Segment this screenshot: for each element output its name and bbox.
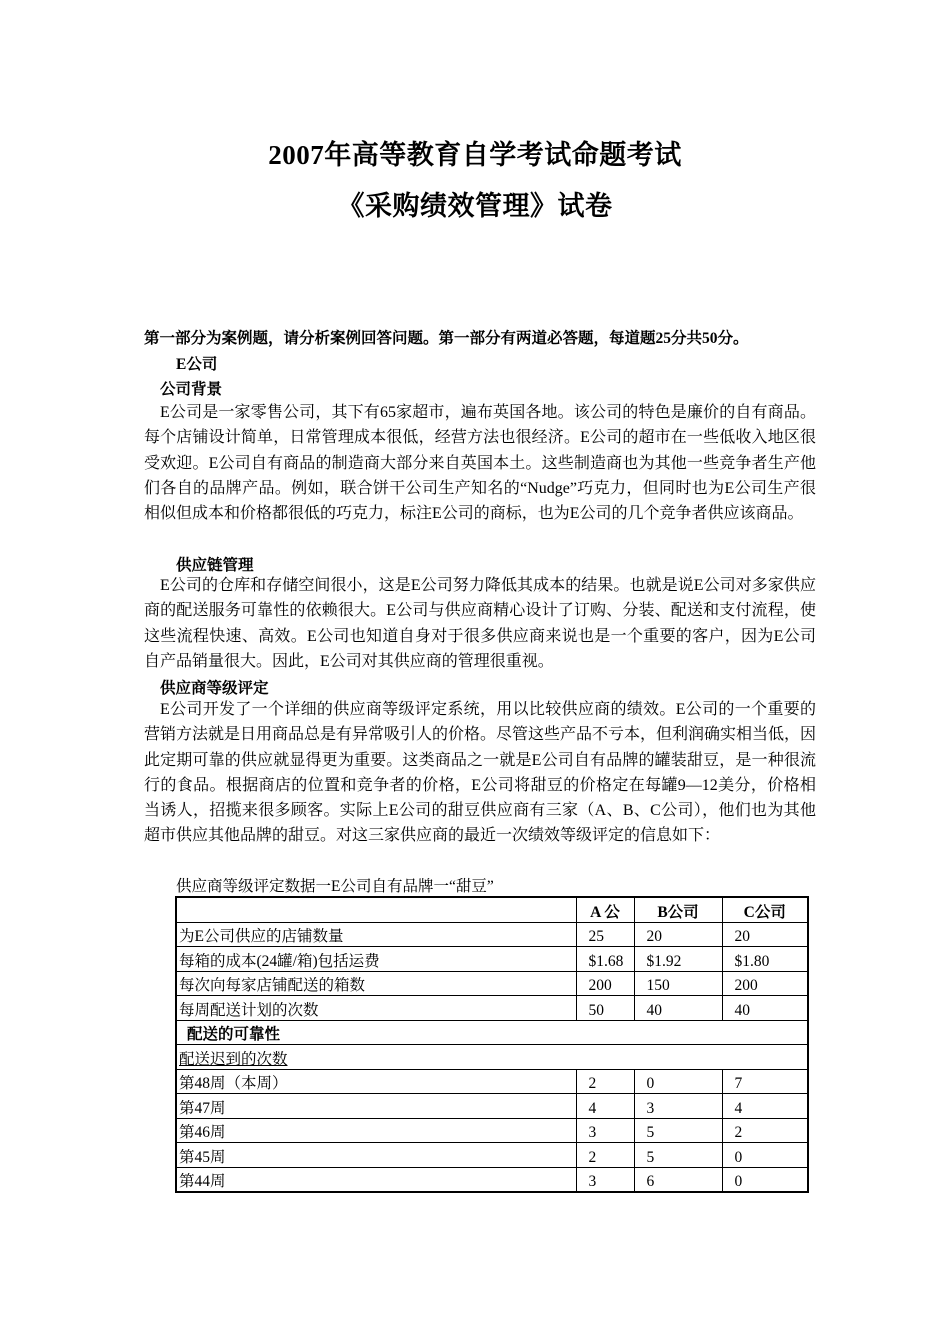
late-deliveries-label: 配送迟到的次数 — [176, 1045, 808, 1070]
cell-c: 4 — [722, 1094, 808, 1119]
supply-chain-heading: 供应链管理 — [176, 557, 254, 574]
reliability-heading: 配送的可靠性 — [176, 1020, 808, 1045]
grading-heading: 供应商等级评定 — [160, 680, 269, 697]
cell-b: $1.92 — [634, 947, 722, 972]
table-row — [176, 1143, 808, 1168]
grading-paragraph: E公司开发了一个详细的供应商等级评定系统，用以比较供应商的绩效。E公司的一个重要的营销方法就是日用商品总是有异常吸引人的价格。尽管这些产品不亏本，但利润确实相当低，因此定期可靠的供应就显得更为重要。这类商品之一就是E公司自有品牌的罐装甜豆，是一种很流行的食品。根据商店的位置和竞争者的价格，E公司将甜豆的价格定在每罐9—12美分，价格相当诱人，招揽来很多顾客。实际上E公司的甜豆供应商有三家（A、B、C公司），他们也为其他超市供应其他品牌的甜豆。对这三家供应商的最近一次绩效等级评定的信息如下： — [144, 701, 817, 845]
background-heading: 公司背景 — [160, 381, 223, 398]
table-header-row — [176, 897, 808, 922]
cell-c: 0 — [722, 1143, 808, 1168]
week-label: 第48周（本周） — [176, 1069, 576, 1094]
late-label-row — [176, 1045, 808, 1070]
table-row — [176, 947, 808, 972]
table-row — [176, 996, 808, 1021]
cell-c: 200 — [722, 971, 808, 996]
header-c: C公司 — [722, 897, 808, 922]
cell-b: 0 — [634, 1069, 722, 1094]
part-intro: 第一部分为案例题，请分析案例回答问题。第一部分有两道必答题，每道题25分共50分。 — [144, 330, 749, 347]
cell-a: 200 — [576, 971, 634, 996]
cell-c: 20 — [722, 922, 808, 947]
table-row — [176, 971, 808, 996]
cell-a: 50 — [576, 996, 634, 1021]
cell-b: 5 — [634, 1118, 722, 1143]
cell-c: 2 — [722, 1118, 808, 1143]
cell-b: 40 — [634, 996, 722, 1021]
table-row — [176, 1094, 808, 1119]
table-row — [176, 1167, 808, 1192]
reliability-heading-row — [176, 1020, 808, 1045]
cell-a: 25 — [576, 922, 634, 947]
week-label: 第47周 — [176, 1094, 576, 1119]
cell-a: $1.68 — [576, 947, 634, 972]
row-label: 为E公司供应的店铺数量 — [176, 922, 576, 947]
cell-a: 2 — [576, 1069, 634, 1094]
cell-a: 4 — [576, 1094, 634, 1119]
row-label: 每箱的成本(24罐/箱)包括运费 — [176, 947, 576, 972]
header-empty — [176, 897, 576, 922]
cell-a: 2 — [576, 1143, 634, 1168]
cell-a: 3 — [576, 1118, 634, 1143]
case-title: E公司 — [176, 356, 218, 373]
row-label: 每次向每家店铺配送的箱数 — [176, 971, 576, 996]
exam-title-line2: 《采购绩效管理》试卷 — [337, 191, 613, 221]
week-label: 第44周 — [176, 1167, 576, 1192]
background-paragraph: E公司是一家零售公司，其下有65家超市，遍布英国各地。该公司的特色是廉价的自有商品。每个店铺设计简单，日常管理成本很低，经营方法也很经济。E公司的超市在一些低收入地区很受欢迎。E公司自有商品的制造商大部分来自英国本土。这些制造商也为其他一些竞争者生产他们各自的品牌产品。例如，联合饼干公司生产知名的“Nudge”巧克力，但同时也为E公司生产很相似但成本和价格都很低的巧克力，标注E公司的商标，也为E公司的几个竞争者供应该商品。 — [144, 404, 816, 523]
cell-b: 6 — [634, 1167, 722, 1192]
cell-b: 5 — [634, 1143, 722, 1168]
cell-b: 150 — [634, 971, 722, 996]
cell-c: 40 — [722, 996, 808, 1021]
cell-a: 3 — [576, 1167, 634, 1192]
cell-c: 7 — [722, 1069, 808, 1094]
exam-title-line1: 2007年高等教育自学考试命题考试 — [268, 140, 682, 170]
week-label: 第45周 — [176, 1143, 576, 1168]
table-caption: 供应商等级评定数据一E公司自有品牌一“甜豆” — [176, 878, 494, 895]
row-label: 每周配送计划的次数 — [176, 996, 576, 1021]
table-row — [176, 922, 808, 947]
header-b: B公司 — [634, 897, 722, 922]
cell-b: 20 — [634, 922, 722, 947]
table-row — [176, 1118, 808, 1143]
week-label: 第46周 — [176, 1118, 576, 1143]
cell-b: 3 — [634, 1094, 722, 1119]
cell-c: $1.80 — [722, 947, 808, 972]
supply-chain-paragraph: E公司的仓库和存储空间很小，这是E公司努力降低其成本的结果。也就是说E公司对多家供应商的配送服务可靠性的依赖很大。E公司与供应商精心设计了订购、分装、配送和支付流程，使这些流程快速、高效。E公司也知道自身对于很多供应商来说也是一个重要的客户，因为E公司自产品销量很大。因此，E公司对其供应商的管理很重视。 — [144, 577, 816, 670]
supplier-grading-table — [175, 896, 809, 1193]
table-row — [176, 1069, 808, 1094]
cell-c: 0 — [722, 1167, 808, 1192]
header-a: A 公 — [576, 897, 634, 922]
